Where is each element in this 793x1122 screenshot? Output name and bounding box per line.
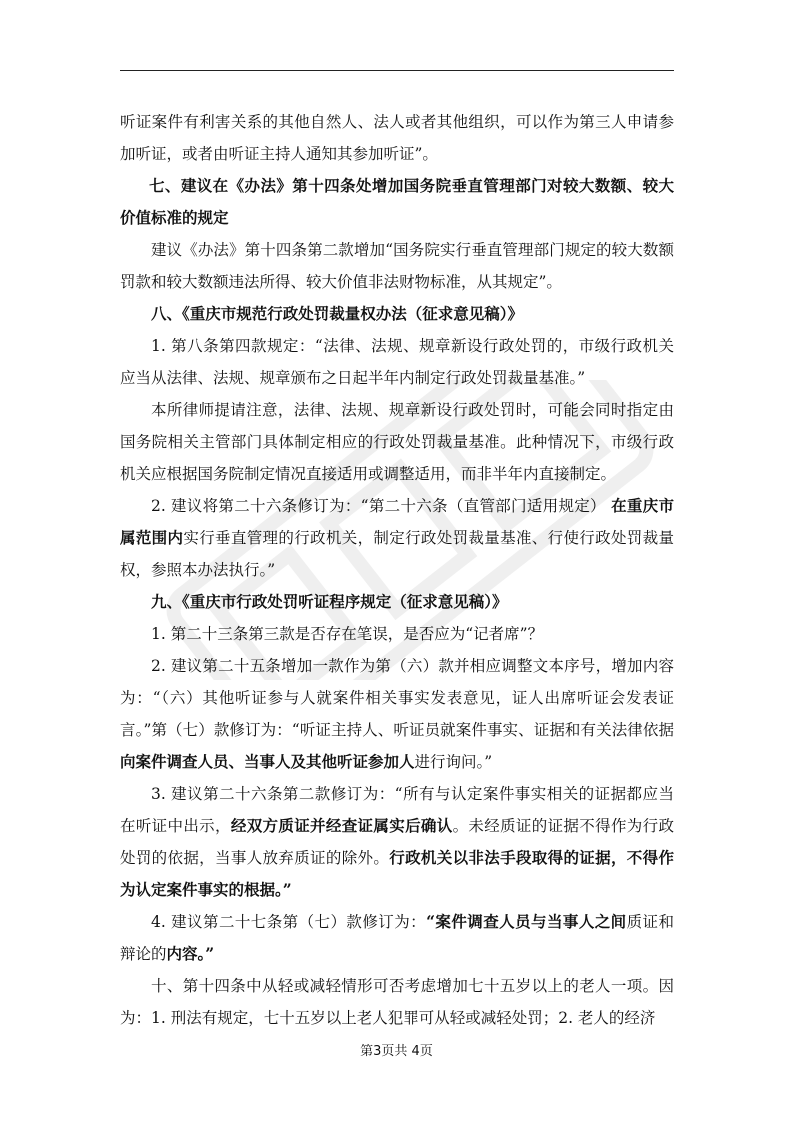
bold-text: 经双方质证并经查证属实后确认 xyxy=(230,816,453,835)
bold-text: 在重庆市属范围内 xyxy=(120,496,674,547)
bold-text: 内容。” xyxy=(166,944,215,963)
document-body xyxy=(120,106,674,1034)
paragraph xyxy=(120,778,674,906)
header-rule xyxy=(120,70,674,71)
paragraph xyxy=(120,650,674,778)
section-heading-10: 十、第十四条中从轻或减轻情形可否考虑增加七十五岁以上的老人一项。因为：1. 刑法有规定，七十五岁以上老人犯罪可从轻或减轻处罚；2. 老人的经济 xyxy=(120,977,674,1027)
paragraph-continuation: 听证案件有利害关系的其他自然人、法人或者其他组织，可以作为第三人申请参加听证，或者由听证主持人通知其参加听证”。 xyxy=(120,113,674,163)
text: 进行询问。” xyxy=(414,753,493,771)
bold-text: “案件调查人员与当事人之间 xyxy=(426,912,627,931)
page-footer: 第3页共 4页 xyxy=(360,1044,433,1059)
text: 质证和辩论的 xyxy=(120,913,674,963)
paragraph: 本所律师提请注意，法律、法规、规章新设行政处罚时，可能会同时指定由国务院相关主管部门具体制定相应的行政处罚裁量基准。此种情况下，市级行政机关应根据国务院制定情况直接适用或调整适用，而非半年内直接制定。 xyxy=(120,401,674,483)
paragraph: 1. 第二十三条第三款是否存在笔误，是否应为“记者席”？ xyxy=(151,625,544,643)
bold-text: 行政机关以非法手段取得的证据，不得作为认定案件事实的根据。” xyxy=(120,848,674,899)
section-heading-9: 九、《重庆市行政处罚听证程序规定（征求意见稿）》 xyxy=(151,592,508,611)
text: 。未经质证的证据不得作为行政处罚的依据，当事人放弃质证的除外。 xyxy=(120,817,674,867)
paragraph: 1. 第八条第四款规定：“法律、法规、规章新设行政处罚的，市级行政机关应当从法律、法规、规章颁布之日起半年内制定行政处罚裁量基准。” xyxy=(120,337,674,387)
text: 实行垂直管理的行政机关，制定行政处罚裁量基准、行使行政处罚裁量权，参照本办法执行。” xyxy=(120,529,674,579)
section-heading-8: 八、《重庆市规范行政处罚裁量权办法（征求意见稿）》 xyxy=(151,304,524,323)
text: 4. 建议第二十七条第（七）款修订为： xyxy=(151,913,427,931)
paragraph: 建议《办法》第十四条第二款增加“国务院实行垂直管理部门规定的较大数额罚款和较大数额违法所得、较大价值非法财物标准，从其规定”。 xyxy=(120,241,674,291)
section-heading-7: 七、建议在《办法》第十四条处增加国务院垂直管理部门对较大数额、较大价值标准的规定 xyxy=(120,176,674,227)
text: 3. 建议第二十六条第二款修订为：“所有与认定案件事实相关的证据都应当在听证中出示， xyxy=(120,785,674,835)
bold-text: 向案件调查人员、当事人及其他听证参加人 xyxy=(120,752,415,771)
text: 2. 建议将第二十六条修订为：“第二十六条（直管部门适用规定） xyxy=(151,497,612,515)
paragraph xyxy=(120,906,674,970)
paragraph xyxy=(120,490,674,586)
text: 2. 建议第二十五条增加一款作为第（六）款并相应调整文本序号，增加内容为：“（六）其他听证参与人就案件相关事实发表意见，证人出席听证会发表证言。”第（七）款修订为：“听证主持人、听证员就案件事实、证据和有关法律依据 xyxy=(120,657,674,739)
